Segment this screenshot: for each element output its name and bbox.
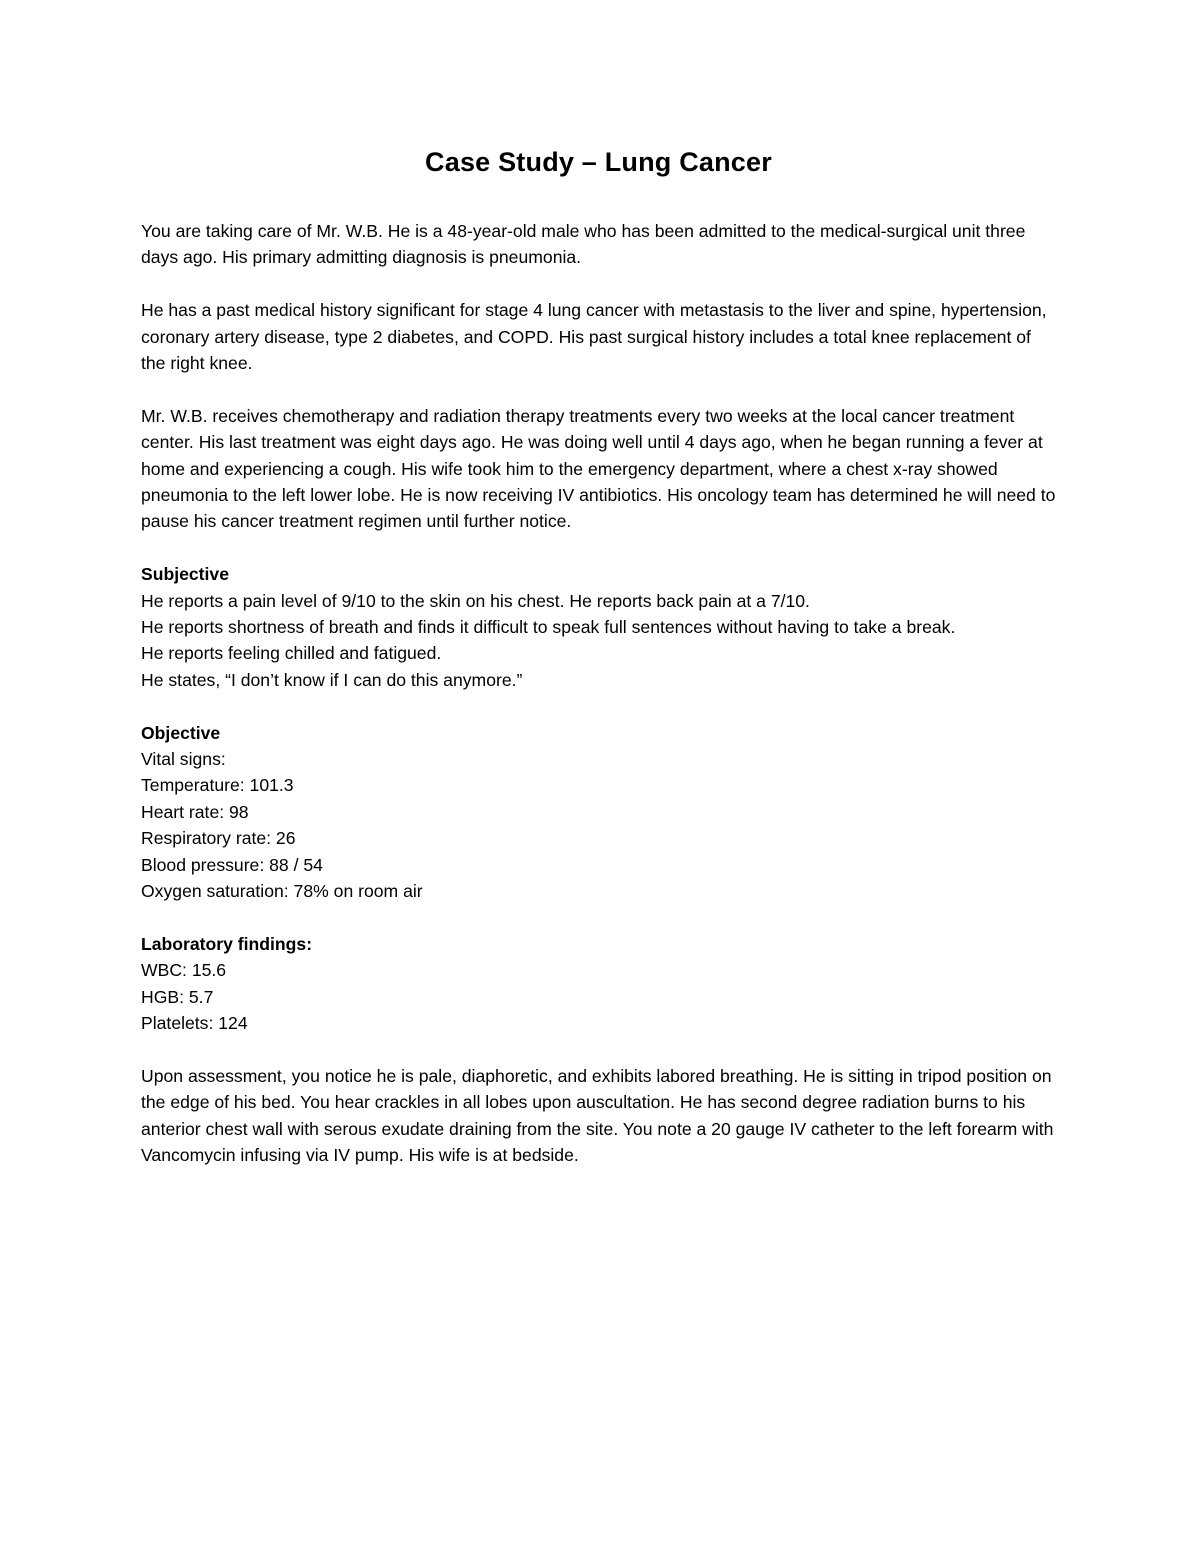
assessment-paragraph: Upon assessment, you notice he is pale, diaphoretic, and exhibits labored breathing. He is sitting in tripod position on the edge of his bed. You hear crackles in all lobes upon auscultation. He has second degree radiation burns to his anterior chest wall with serous exudate draining from the site. You note a 20 gauge IV catheter to the left forearm with Vancomycin infusing via IV pump. His wife is at bedside. (141, 1065, 1054, 1166)
document-body (141, 140, 1056, 1195)
subjective-line: He reports a pain level of 9/10 to the skin on his chest. He reports back pain at a 7/10. (141, 590, 810, 611)
oxygen-saturation-line: Oxygen saturation: 78% on room air (141, 881, 423, 902)
laboratory-heading: Laboratory findings: (141, 933, 313, 954)
temperature-line: Temperature: 101.3 (141, 775, 294, 796)
platelets-line: Platelets: 124 (141, 1013, 248, 1034)
treatment-paragraph: Mr. W.B. receives chemotherapy and radiation therapy treatments every two weeks at the local cancer treatment center. His last treatment was eight days ago. He was doing well until 4 days ago, when he began running a fever at home and experiencing a cough. His wife took him to the emergency department, where a chest x-ray showed pneumonia to the left lower lobe. He is now receiving IV antibiotics. His oncology team has determined he will need to pause his cancer treatment regimen until further notice. (141, 405, 1056, 532)
vital-signs-label: Vital signs: (141, 749, 226, 770)
heart-rate-line: Heart rate: 98 (141, 801, 249, 822)
subjective-section (141, 561, 1056, 693)
laboratory-section (141, 931, 1056, 1037)
page-title: Case Study – Lung Cancer (425, 147, 772, 177)
objective-section (141, 720, 1056, 905)
subjective-heading: Subjective (141, 564, 230, 585)
history-paragraph: He has a past medical history significant for stage 4 lung cancer with metastasis to the liver and spine, hypertension, coronary artery disease, type 2 diabetes, and COPD. His past surgical history includes a total knee replacement of the right knee. (141, 300, 1047, 374)
intro-paragraph: You are taking care of Mr. W.B. He is a 48-year-old male who has been admitted to the medical-surgical unit three days ago. His primary admitting diagnosis is pneumonia. (141, 221, 1026, 268)
subjective-line: He states, “I don’t know if I can do this anymore.” (141, 669, 523, 690)
respiratory-rate-line: Respiratory rate: 26 (141, 828, 296, 849)
objective-heading: Objective (141, 722, 221, 743)
wbc-line: WBC: 15.6 (141, 960, 227, 981)
subjective-line: He reports shortness of breath and finds it difficult to speak full sentences without having to take a break. (141, 617, 956, 638)
blood-pressure-line: Blood pressure: 88 / 54 (141, 854, 323, 875)
hgb-line: HGB: 5.7 (141, 986, 214, 1007)
subjective-line: He reports feeling chilled and fatigued. (141, 643, 442, 664)
